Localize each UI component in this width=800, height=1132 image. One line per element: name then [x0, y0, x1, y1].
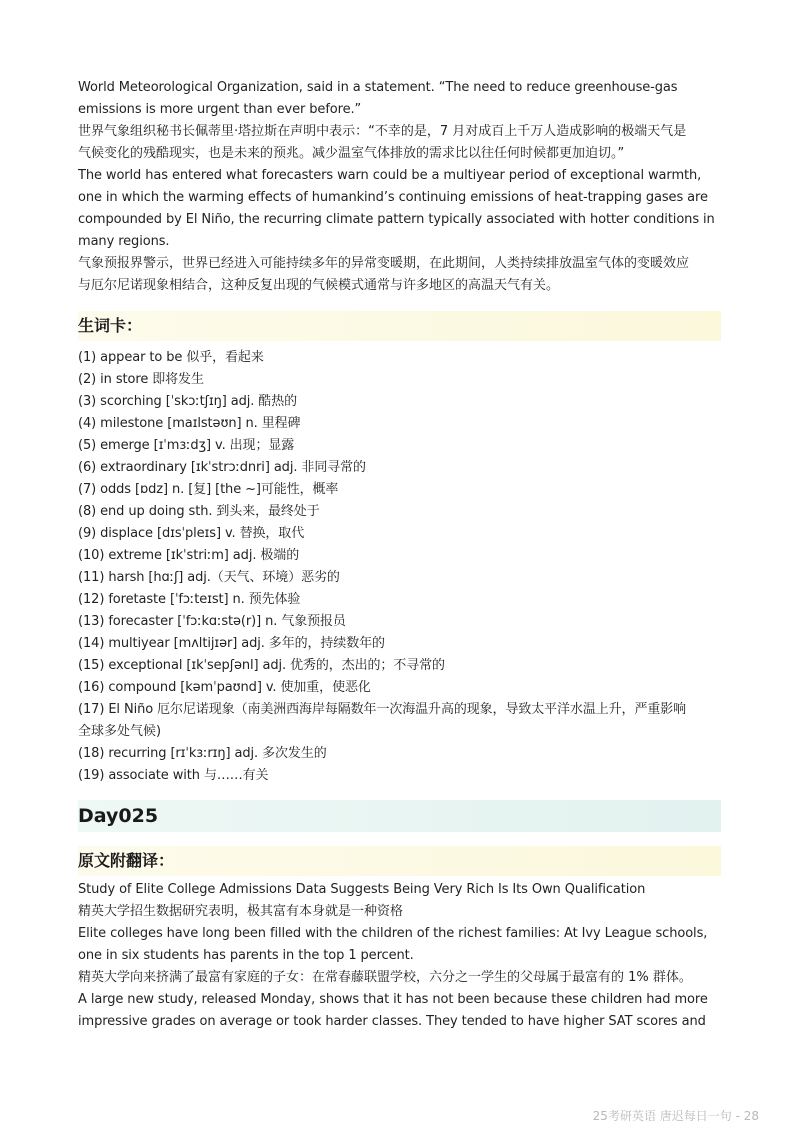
document-page: [78, 77, 721, 1033]
paragraph-line: 世界气象组织秘书长佩蒂里·塔拉斯在声明中表示：“不幸的是，7 月对成百上千万人造成影响的极端天气是: [78, 124, 687, 139]
intro-paragraphs: [78, 77, 721, 297]
vocab-item: (13) forecaster [ˈfɔːkɑːstə(r)] n. 气象预报员: [78, 614, 346, 629]
paragraph-line: World Meteorological Organization, said in a statement. “The need to reduce greenhouse-gas: [78, 80, 678, 95]
paragraph-line: 气象预报界警示，世界已经进入可能持续多年的异常变暖期，在此期间，人类持续排放温室气体的变暖效应: [78, 256, 690, 271]
paragraph-line: 与厄尔尼诺现象相结合，这种反复出现的气候模式通常与许多地区的高温天气有关。: [78, 278, 560, 293]
vocab-item: (3) scorching [ˈskɔːtʃɪŋ] adj. 酷热的: [78, 394, 298, 409]
vocab-item: (16) compound [kəmˈpaʊnd] v. 使加重，使恶化: [78, 680, 371, 695]
vocab-item: (10) extreme [ɪkˈstriːm] adj. 极端的: [78, 548, 300, 563]
paragraph-line: impressive grades on average or took harder classes. They tended to have higher SAT scores and: [78, 1014, 706, 1029]
paragraph-line: Elite colleges have long been filled with the children of the richest families: At Ivy League schools,: [78, 926, 708, 941]
vocab-item: (4) milestone [maɪlstəʊn] n. 里程碑: [78, 416, 301, 431]
paragraph-line: Study of Elite College Admissions Data Suggests Being Very Rich Is Its Own Qualification: [78, 882, 646, 897]
page-footer: 25考研英语 唐迟每日一句 - 28: [592, 1109, 759, 1123]
vocab-item: 全球多处气候): [78, 724, 162, 739]
vocab-item: (17) El Niño 厄尔尼诺现象（南美洲西海岸每隔数年一次海温升高的现象，导致太平洋水温上升，严重影响: [78, 702, 687, 717]
vocab-item: (12) foretaste [ˈfɔːteɪst] n. 预先体验: [78, 592, 301, 607]
vocab-item: (1) appear to be 似乎，看起来: [78, 350, 264, 365]
vocab-item: (18) recurring [rɪˈkɜːrɪŋ] adj. 多次发生的: [78, 746, 327, 761]
paragraph-line: 气候变化的残酷现实，也是未来的预兆。减少温室气体排放的需求比以往任何时候都更加迫切。”: [78, 146, 625, 161]
vocab-item: (11) harsh [hɑːʃ] adj.（天气、环境）恶劣的: [78, 570, 340, 585]
vocab-heading: 生词卡：: [78, 311, 721, 341]
paragraph-line: 精英大学招生数据研究表明，极其富有本身就是一种资格: [78, 904, 404, 919]
paragraph-line: one in six students has parents in the top 1 percent.: [78, 948, 414, 963]
vocab-item: (5) emerge [ɪˈmɜːdʒ] v. 出现；显露: [78, 438, 295, 453]
vocab-item: (2) in store 即将发生: [78, 372, 204, 387]
vocab-item: (7) odds [ɒdz] n. [复] [the ~]可能性，概率: [78, 482, 339, 497]
vocab-item: (15) exceptional [ɪkˈsepʃənl] adj. 优秀的，杰出的；不寻常的: [78, 658, 445, 673]
paragraph-line: 精英大学向来挤满了最富有家庭的子女：在常春藤联盟学校，六分之一学生的父母属于最富有的 1% 群体。: [78, 970, 692, 985]
paragraph-line: The world has entered what forecasters warn could be a multiyear period of exceptional warmth,: [78, 168, 702, 183]
day-heading: Day025: [78, 800, 721, 832]
translation-heading: 原文附翻译：: [78, 846, 721, 876]
paragraph-line: compounded by El Niño, the recurring climate pattern typically associated with hotter conditions in: [78, 212, 715, 227]
vocab-item: (6) extraordinary [ɪkˈstrɔːdnri] adj. 非同寻常的: [78, 460, 366, 475]
article-paragraphs: [78, 879, 721, 1033]
vocab-item: (14) multiyear [mʌltijɪər] adj. 多年的，持续数年的: [78, 636, 385, 651]
vocab-item: (19) associate with 与……有关: [78, 768, 269, 783]
vocab-list: [78, 347, 721, 787]
paragraph-line: many regions.: [78, 234, 170, 249]
paragraph-line: one in which the warming effects of humankind’s continuing emissions of heat-trapping gases are: [78, 190, 708, 205]
paragraph-line: emissions is more urgent than ever before.”: [78, 102, 362, 117]
vocab-item: (8) end up doing sth. 到头来，最终处于: [78, 504, 320, 519]
vocab-item: (9) displace [dɪsˈpleɪs] v. 替换，取代: [78, 526, 305, 541]
paragraph-line: A large new study, released Monday, shows that it has not been because these children had more: [78, 992, 708, 1007]
